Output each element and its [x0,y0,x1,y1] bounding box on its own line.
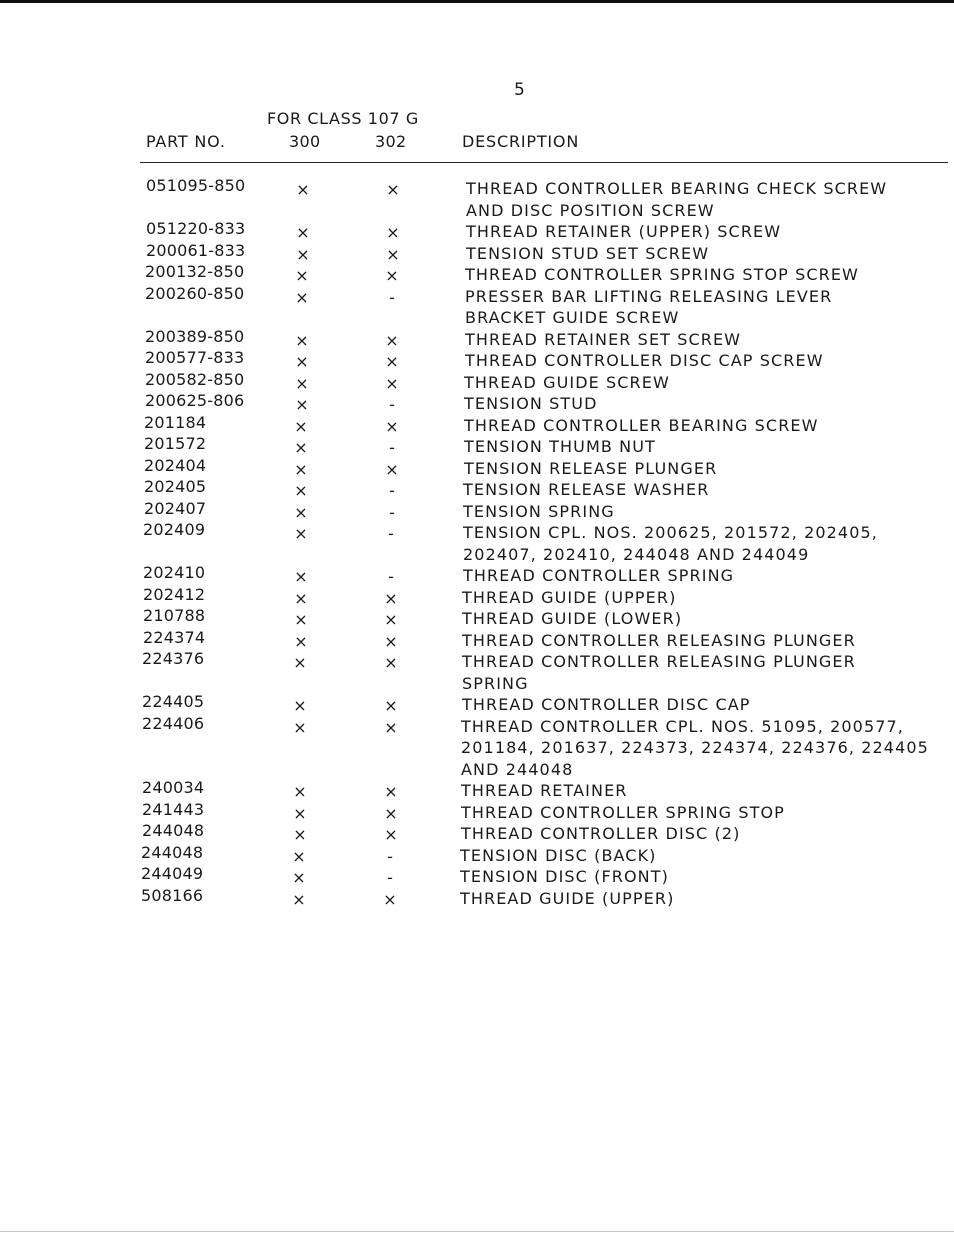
part-description [461,716,929,781]
part-number: 200061-833 [146,240,246,260]
description-header: DESCRIPTION [462,132,580,151]
class-302-mark: - [389,481,395,500]
part-description [462,608,682,630]
class-302-mark: × [386,244,400,264]
description-line: TENSION SPRING [463,501,615,521]
class-300-mark: × [294,438,308,457]
class-300-mark: × [295,266,309,285]
class-300-mark: × [294,524,308,543]
part-number: 241443 [142,799,205,819]
part-description [462,694,751,716]
part-number: 202405 [144,477,207,496]
description-line: THREAD CONTROLLER DISC (2) [461,824,741,843]
part-description [464,415,819,437]
class-302-mark: - [388,567,394,586]
class-302-mark: × [386,223,400,242]
part-description [465,350,824,372]
part-number: 202404 [144,455,207,475]
description-line: THREAD GUIDE (UPPER) [462,587,677,607]
class-300-mark: × [293,696,307,715]
part-number: 051095-850 [146,176,246,195]
class-300-mark: × [294,567,308,586]
class-300-mark: × [294,502,308,522]
part-number: 201572 [144,434,207,453]
description-line: AND 244048 [461,759,574,779]
top-border-rule [0,0,954,3]
part-number: 200582-850 [145,369,245,389]
part-description [466,243,709,265]
class-302-mark: × [383,889,397,909]
part-description [465,264,859,286]
part-description [464,436,656,458]
description-line: TENSION STUD SET SCREW [466,243,710,263]
class-300-mark: × [292,889,306,909]
part-number: 508166 [141,885,204,905]
col-302-header: 302 [375,132,407,151]
class-300-mark: × [296,180,310,199]
class-302-mark: × [384,782,398,801]
class-300-mark: × [293,653,307,672]
part-description [461,802,785,824]
description-line: THREAD CONTROLLER DISC CAP [462,695,751,714]
description-line: SPRING [462,673,529,693]
part-number: 200132-850 [145,262,245,281]
part-description [463,501,615,523]
description-line: THREAD CONTROLLER DISC CAP SCREW [465,351,824,370]
part-description [460,866,669,888]
description-line: TENSION THUMB NUT [464,437,656,456]
class-302-mark: × [384,803,398,823]
class-302-mark: - [389,395,395,414]
class-300-mark: × [292,846,306,866]
class-302-mark: - [387,846,393,866]
part-description [460,888,674,910]
part-description [466,221,781,243]
part-description [464,372,670,394]
part-description [464,458,717,480]
class-302-mark: × [384,610,398,629]
part-number: 224406 [142,713,205,733]
description-line: THREAD CONTROLLER RELEASING PLUNGER [462,652,856,671]
description-line: 202407, 202410, 244048 AND 244049 [463,544,810,564]
description-line: AND DISC POSITION SCREW [466,200,715,220]
description-line: THREAD CONTROLLER SPRING STOP SCREW [465,265,859,284]
class-300-mark: × [293,803,307,823]
part-description [465,286,832,329]
part-number: 202410 [143,563,206,582]
part-description [464,393,598,415]
class-300-mark: × [295,352,309,371]
class-302-mark: × [385,266,399,285]
description-line: THREAD GUIDE (UPPER) [460,888,675,908]
class-300-mark: × [294,588,308,608]
class-300-mark: × [293,782,307,801]
class-302-mark: × [385,459,399,479]
description-line: TENSION RELEASE PLUNGER [464,458,718,478]
class-302-mark: × [384,717,398,737]
part-number: 224405 [142,692,205,711]
part-number: 224374 [143,627,206,647]
class-302-mark: - [388,524,394,543]
class-300-mark: × [294,459,308,479]
class-302-mark: × [385,330,399,350]
description-line: BRACKET GUIDE SCREW [465,308,680,327]
class-302-mark: × [385,352,399,371]
part-description [463,565,734,587]
description-line: THREAD RETAINER (UPPER) SCREW [466,222,782,241]
description-line: TENSION DISC (FRONT) [460,867,669,886]
description-line: THREAD CONTROLLER CPL. NOS. 51095, 200577, [461,716,904,736]
class-300-mark: × [293,825,307,844]
class-302-mark: × [386,180,400,199]
description-line: THREAD RETAINER SET SCREW [465,329,742,349]
description-line: THREAD CONTROLLER RELEASING PLUNGER [462,630,856,650]
part-description [461,780,628,802]
description-line: TENSION DISC (BACK) [460,845,657,865]
class-300-mark: × [294,610,308,629]
part-number: 244048 [141,842,204,862]
description-line: THREAD CONTROLLER SPRING [463,566,735,585]
part-number: 200389-850 [145,326,245,346]
class-302-mark: × [384,653,398,672]
part-number: 202407 [144,498,207,518]
class-302-mark: - [389,438,395,457]
part-description [466,178,887,221]
class-300-mark: × [296,244,310,264]
part-number: 244048 [142,821,205,840]
class-302-mark: × [384,588,398,608]
part-number: 224376 [142,649,205,668]
part-description [460,845,657,867]
description-line: TENSION STUD [464,394,598,413]
class-300-mark: × [294,631,308,651]
part-description [462,630,856,652]
class-300-mark: × [294,481,308,500]
class-300-mark: × [294,416,308,436]
part-number: 210788 [143,606,206,625]
part-number: 202409 [143,520,206,539]
class-300-mark: × [295,287,309,307]
description-line: THREAD RETAINER [461,781,628,800]
description-line: TENSION CPL. NOS. 200625, 201572, 202405, [463,523,878,542]
class-header: FOR CLASS 107 G [267,109,419,128]
part-number: 240034 [142,778,205,797]
description-line: 201184, 201637, 224373, 224374, 224376, 224405 [461,738,929,757]
col-300-header: 300 [289,132,321,151]
class-300-mark: × [295,395,309,414]
part-description [462,651,856,694]
class-300-mark: × [295,330,309,350]
page-number: 5 [514,80,525,100]
part-description [461,823,740,845]
part-description [463,479,709,501]
class-302-mark: × [384,825,398,844]
class-300-mark: × [292,868,306,887]
class-302-mark: × [385,373,399,393]
bottom-border-rule [0,1231,954,1232]
class-300-mark: × [295,373,309,393]
part-number: 200577-833 [145,348,245,367]
class-302-mark: × [385,416,399,436]
description-line: THREAD GUIDE SCREW [464,372,670,392]
class-302-mark: × [384,696,398,715]
part-number: 244049 [141,864,204,883]
description-line: THREAD GUIDE (LOWER) [462,609,683,628]
description-line: TENSION RELEASE WASHER [463,480,710,499]
class-302-mark: - [389,502,395,522]
part-description [463,522,878,565]
class-300-mark: × [293,717,307,737]
class-302-mark: × [384,631,398,651]
description-line: THREAD CONTROLLER BEARING CHECK SCREW [466,179,888,198]
description-line: PRESSER BAR LIFTING RELEASING LEVER [465,286,833,306]
part-number: 202412 [143,584,206,604]
part-description [462,587,676,609]
part-no-header: PART NO. [146,132,226,151]
class-302-mark: - [387,868,393,887]
class-300-mark: × [296,223,310,242]
part-number: 200260-850 [145,283,245,303]
part-number: 051220-833 [146,219,246,238]
description-line: THREAD CONTROLLER SPRING STOP [461,802,785,822]
description-line: THREAD CONTROLLER BEARING SCREW [464,415,819,435]
part-number: 201184 [144,412,207,432]
part-number: 200625-806 [145,391,245,410]
header-rule [140,162,948,163]
part-description [465,329,741,351]
class-302-mark: - [389,287,395,307]
